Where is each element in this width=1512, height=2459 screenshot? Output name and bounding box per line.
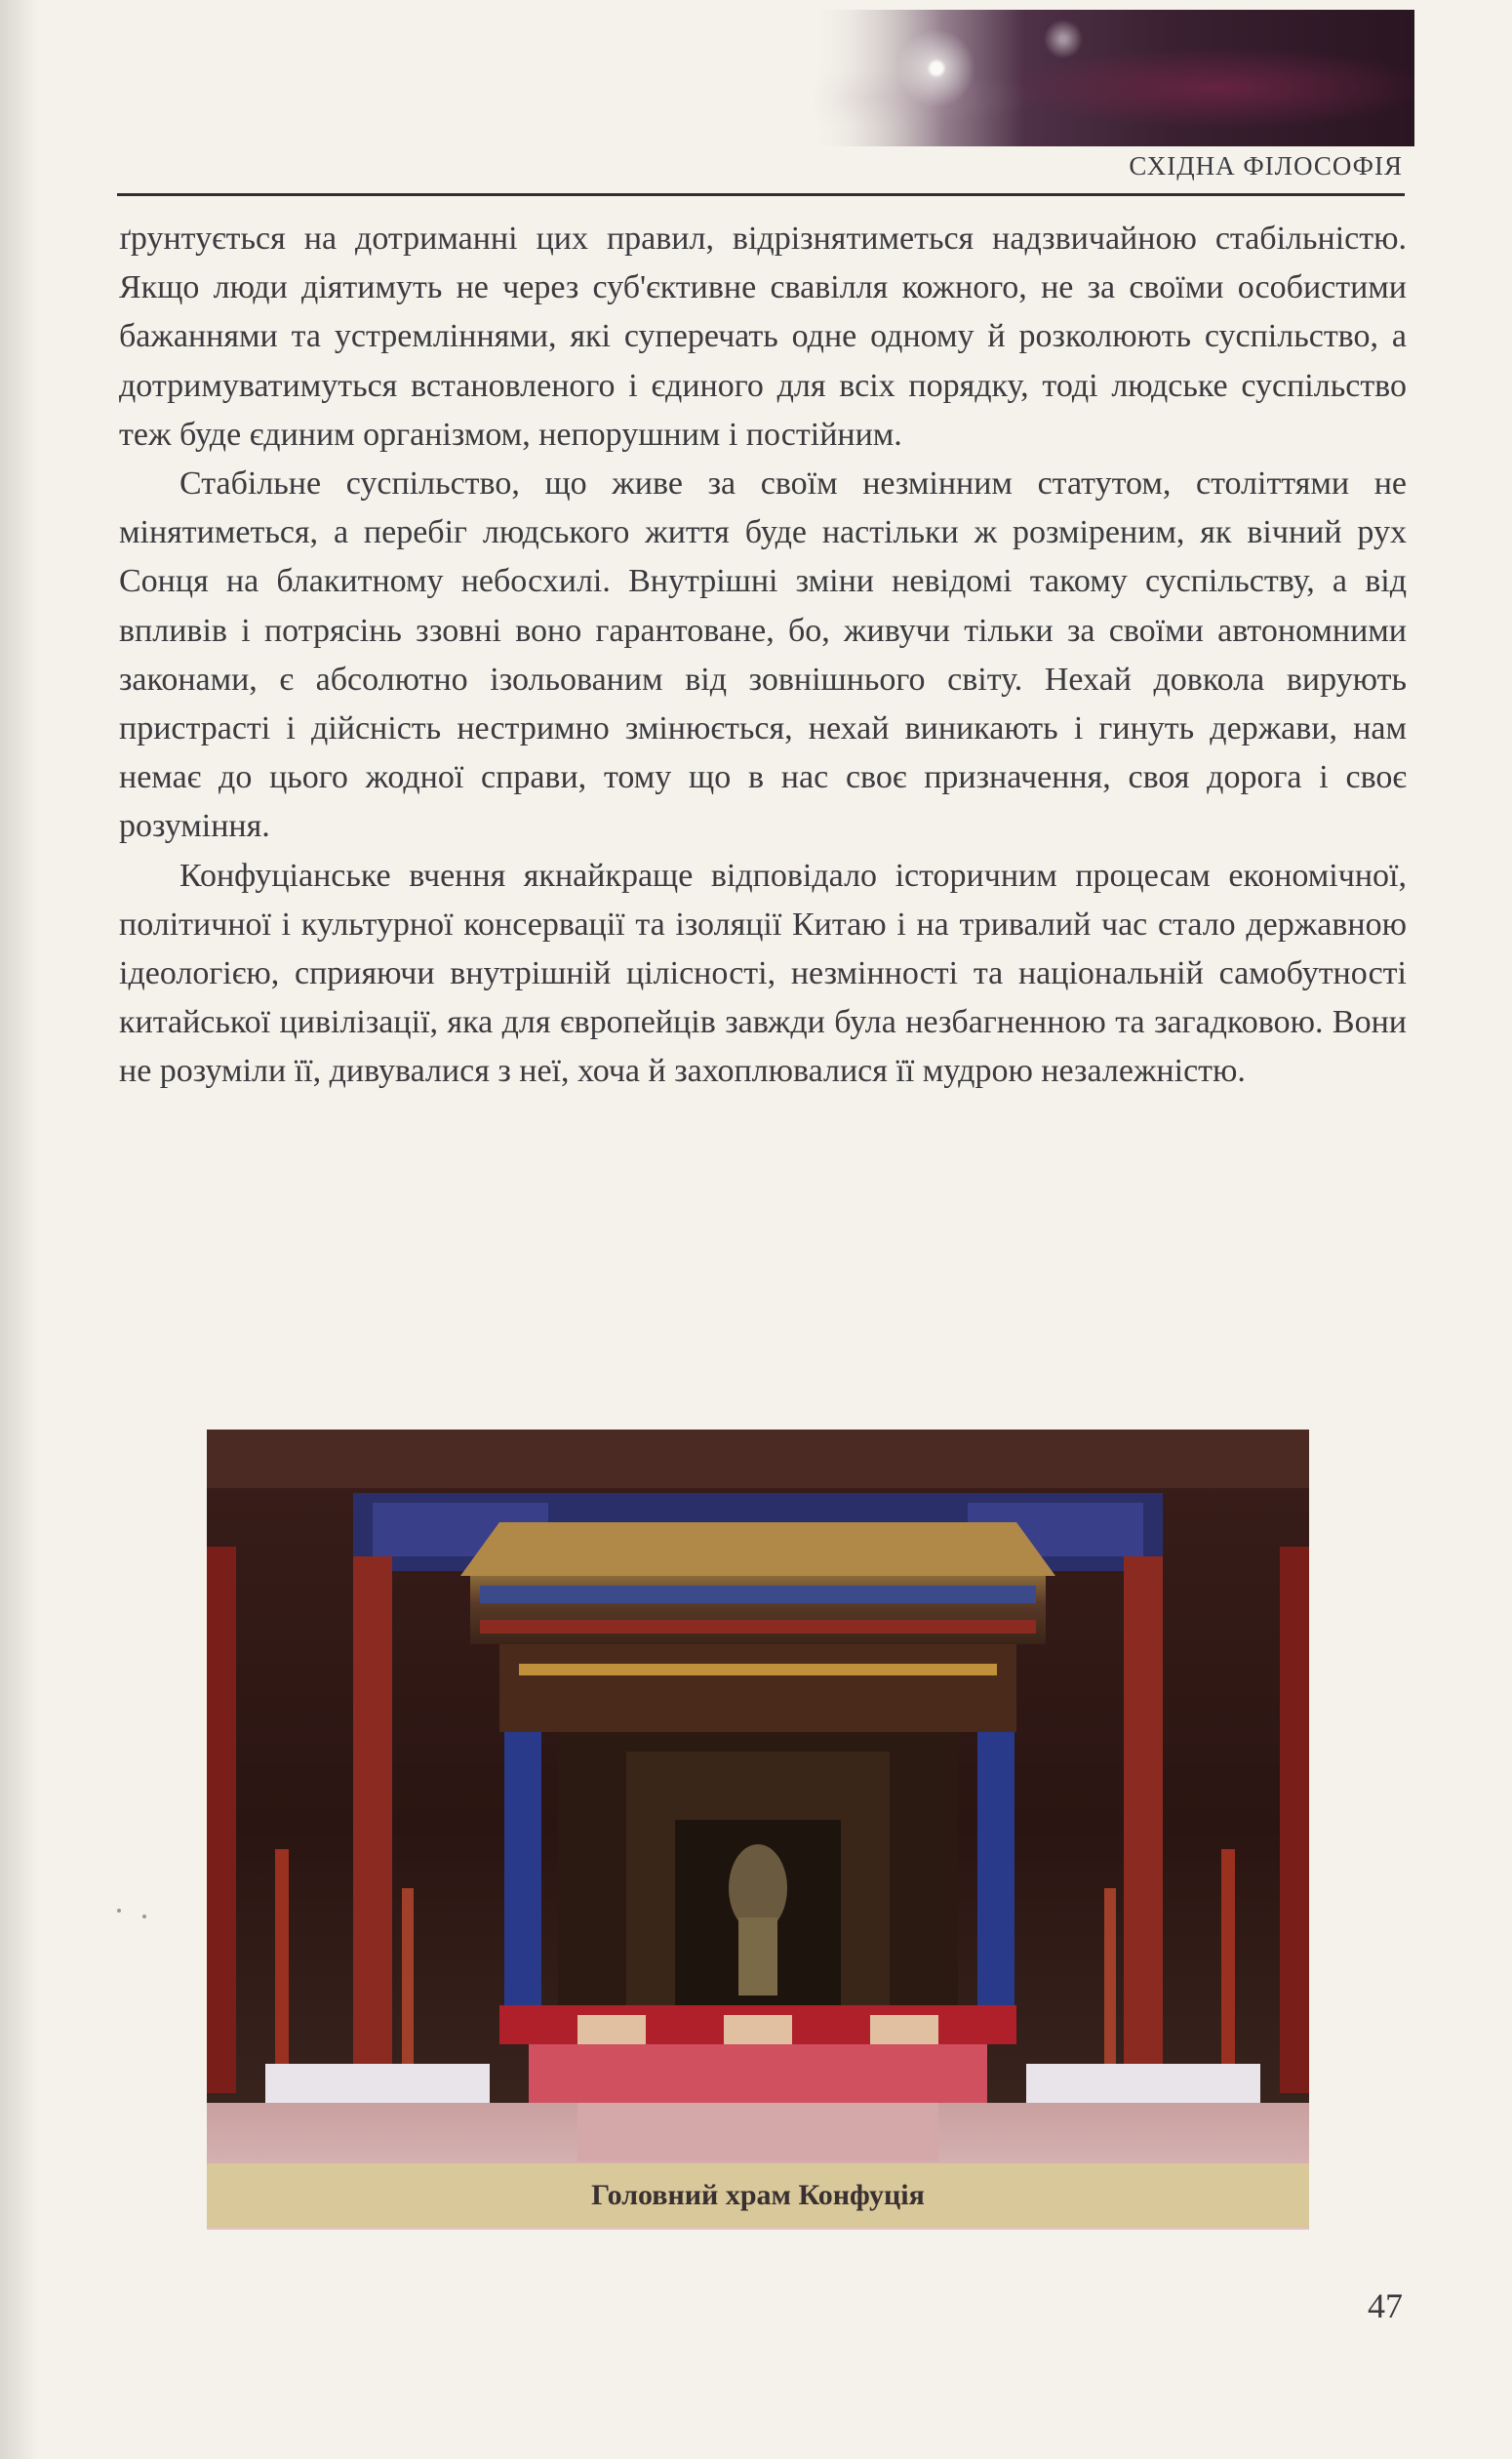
header-rule: [117, 193, 1405, 196]
body-text: [119, 215, 1407, 1097]
paragraph-1: ґрунтується на дотриманні цих правил, відрізнятиметься надзвичайною стабільністю. Якщо люди діятимуть не через суб'єктивне свавілля кожного, не за своїми особистими бажаннями та устремліннями, які суперечать одне одному й розколюють суспільство, а дотримуватимуться встановленого і єдиного для всіх порядку, тоді людське суспільство теж буде єдиним організмом, непорушним і постійним.: [119, 221, 1407, 453]
page-number: 47: [1368, 2286, 1403, 2325]
caption-bar: [207, 2163, 1309, 2228]
temple-photo: [207, 1430, 1309, 2230]
figure-caption: Головний храм Конфуція: [591, 2179, 925, 2211]
scan-specks: [115, 1903, 154, 1932]
header-image-fade: [810, 10, 1024, 146]
paragraph-3: Конфуціанське вчення якнайкраще відповідало історичним процесам економічної, політичної і культурної консервації та ізоляції Китаю і на тривалий час стало державною ідеологією, сприяючи внутрішній цілісності, незмінності та національній самобутності китайської цивілізації, яка для європейців завжди була незбагненною та загадковою. Вони не розуміли її, дивувалися з неї, хоча й захоплювалися її мудрою незалежністю.: [119, 857, 1407, 1090]
running-title: СХІДНА ФІЛОСОФІЯ: [1129, 151, 1403, 181]
page-edge: [0, 0, 39, 2459]
paragraph-2: Стабільне суспільство, що живе за своїм незмінним статутом, століттями не мінятиметься, а перебіг людського життя буде настільки ж розміреним, як вічний рух Сонця на блакитному небосхилі. Внутрішні зміни невідомі такому суспільству, а від впливів і потрясінь ззовні воно гарантоване, бо, живучи тільки за своїми автономними законами, є абсолютно ізольованим від зовнішнього світу. Нехай довкола вирують пристрасті і дійсність нестримно змінюється, нехай виникають і гинуть держави, нам немає до цього жодної справи, тому що в нас своє призначення, своя дорога і своє розуміння.: [119, 465, 1407, 845]
